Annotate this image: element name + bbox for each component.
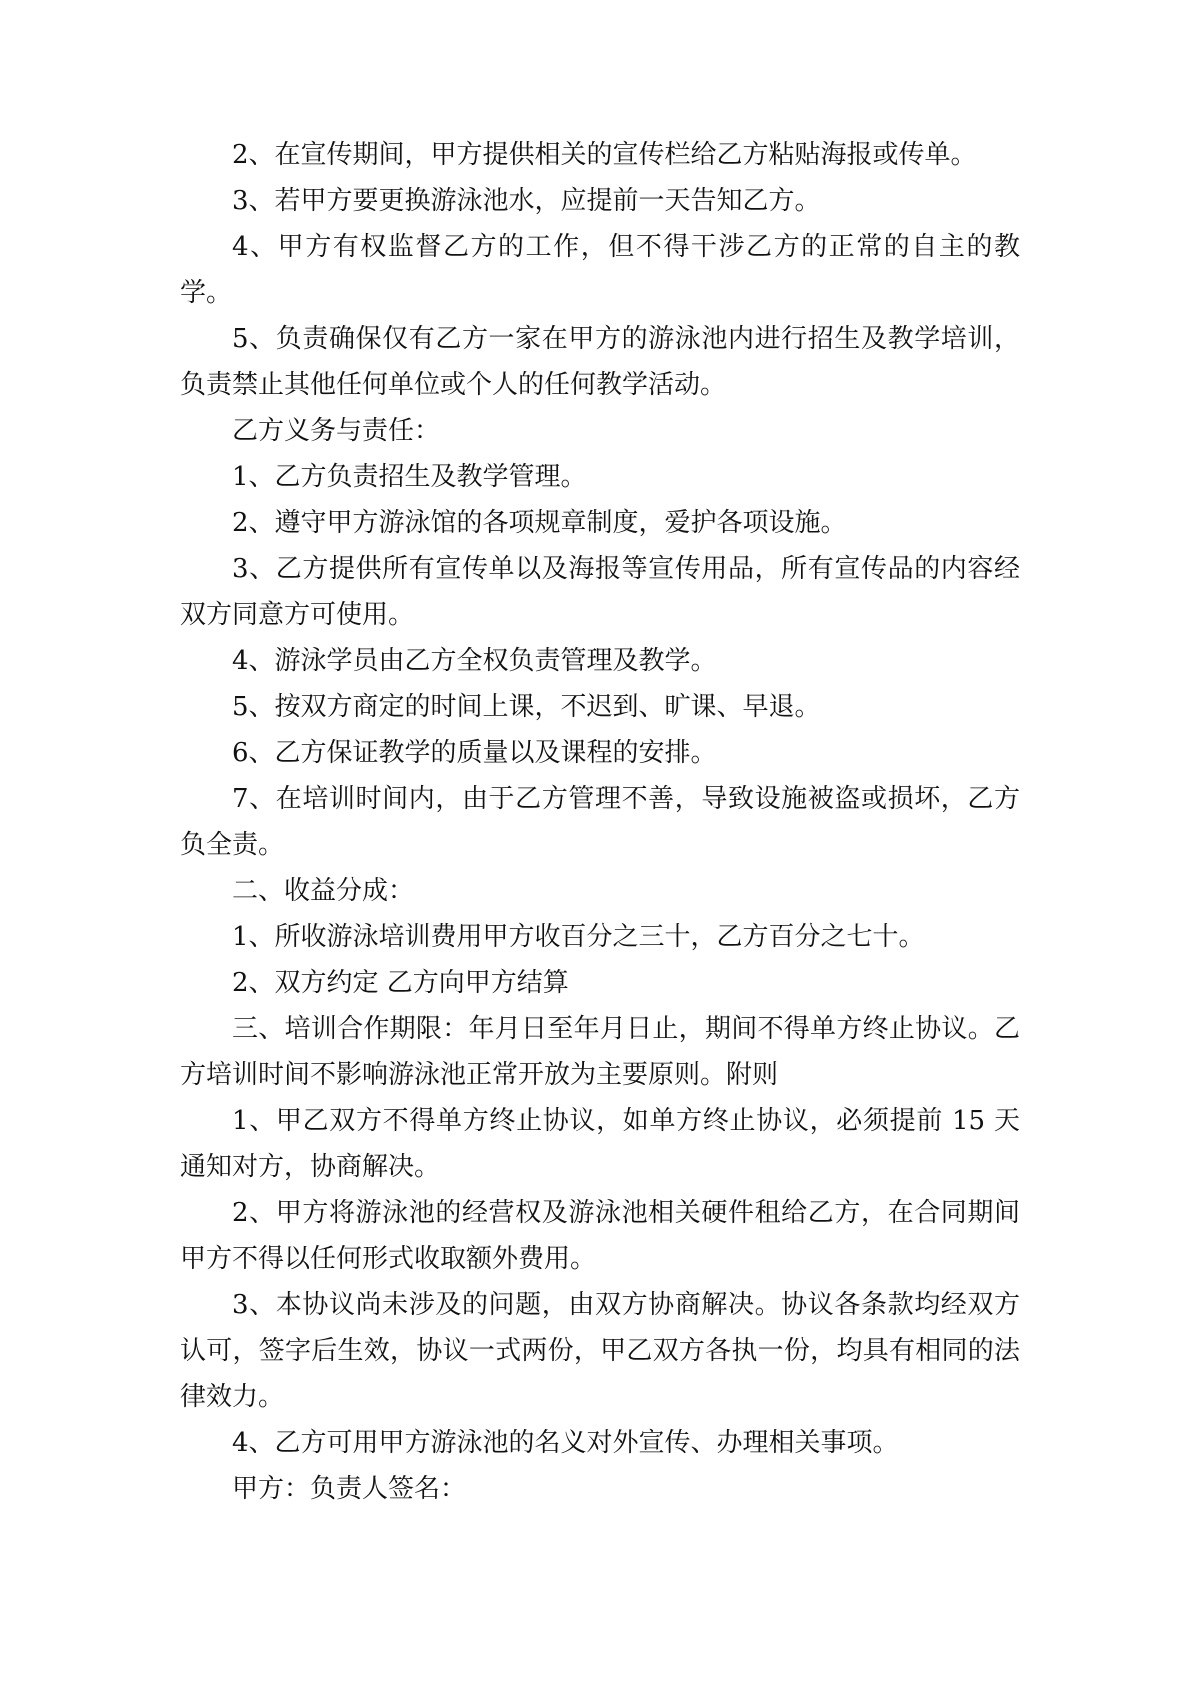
section-heading: 二、收益分成： [232,876,415,906]
paragraph: 6、乙方保证教学的质量以及课程的安排。 [232,738,717,768]
paragraph: 3、本协议尚未涉及的问题，由双方协商解决。协议各条款均经双方认可，签字后生效，协议一式两份，甲乙双方各执一份，均具有相同的法律效力。 [180,1290,1020,1412]
paragraph: 5、按双方商定的时间上课，不迟到、旷课、早退。 [232,692,821,722]
paragraph: 2、遵守甲方游泳馆的各项规章制度，爱护各项设施。 [232,508,847,538]
paragraph: 2、甲方将游泳池的经营权及游泳池相关硬件租给乙方，在合同期间甲方不得以任何形式收取额外费用。 [180,1198,1020,1274]
signature-line: 甲方：负责人签名： [232,1474,467,1504]
paragraph: 3、若甲方要更换游泳池水，应提前一天告知乙方。 [232,186,821,216]
section-heading: 乙方义务与责任： [232,416,441,446]
paragraph: 5、负责确保仅有乙方一家在甲方的游泳池内进行招生及教学培训，负责禁止其他任何单位或个人的任何教学活动。 [180,324,1020,400]
paragraph: 1、所收游泳培训费用甲方收百分之三十，乙方百分之七十。 [232,922,925,952]
paragraph: 3、乙方提供所有宣传单以及海报等宣传用品，所有宣传品的内容经双方同意方可使用。 [180,554,1020,630]
paragraph: 4、游泳学员由乙方全权负责管理及教学。 [232,646,717,676]
paragraph: 1、乙方负责招生及教学管理。 [232,462,587,492]
paragraph: 2、双方约定 乙方向甲方结算 [232,968,569,998]
paragraph: 2、在宣传期间，甲方提供相关的宣传栏给乙方粘贴海报或传单。 [232,140,977,170]
paragraph: 7、在培训时间内，由于乙方管理不善，导致设施被盗或损坏，乙方负全责。 [180,784,1020,860]
document-body [180,132,1020,1512]
paragraph: 三、培训合作期限：年月日至年月日止，期间不得单方终止协议。乙方培训时间不影响游泳池正常开放为主要原则。附则 [180,1014,1020,1090]
paragraph: 4、乙方可用甲方游泳池的名义对外宣传、办理相关事项。 [232,1428,899,1458]
paragraph: 1、甲乙双方不得单方终止协议，如单方终止协议，必须提前 15 天通知对方，协商解决。 [180,1106,1020,1182]
paragraph: 4、甲方有权监督乙方的工作，但不得干涉乙方的正常的自主的教学。 [180,232,1020,308]
